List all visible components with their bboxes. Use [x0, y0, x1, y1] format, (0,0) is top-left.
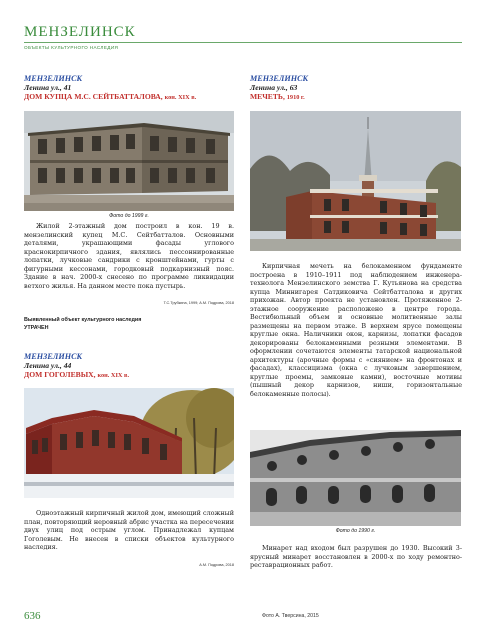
heritage-status — [24, 317, 234, 332]
entry-title: МЕЧЕТЬ, 1910 г. — [250, 92, 305, 101]
photo-credit: Т.С.Трубкина, 1999; А.М. Подрова, 2018 — [163, 301, 234, 305]
entry-gogolev-heading — [24, 352, 240, 379]
entry-city: МЕНЗЕЛИНСК — [250, 74, 309, 83]
entry-street: Ленина ул., 41 — [24, 83, 72, 92]
photo-caption: Фото до 1999 г. — [109, 213, 149, 219]
section-subtitle: ОБЪЕКТЫ КУЛЬТУРНОГО НАСЛЕДИЯ — [24, 45, 119, 50]
photo-caption: Фото до 1990 г. — [335, 528, 376, 534]
header-divider — [24, 42, 462, 43]
heritage-status-label: Выявленный объект культурного наследия — [24, 317, 142, 323]
photo-mosque-historic — [250, 430, 461, 526]
heritage-status-value: УТРАЧЕН — [24, 324, 49, 331]
entry-street: Ленина ул., 44 — [24, 361, 72, 370]
photo-mosque — [250, 111, 461, 251]
entry-description: Жилой 2-этажный дом построил в кон. 19 в. мензелинский купец М.С. Сейтбатталов. Основными деталями, украшающими фасады углового краснокирпичного здания, являлись пессоннированные лопатки, лучковые сандрики с кронштейнами, гурты с фигурными кессонами, городковый подкарнизный пояс. Здание в нач. 2000-х снесено по программе ликвидации ветхого жилья. На данном месте пока пустырь. — [24, 222, 234, 290]
entry-description: Кирпичная мечеть на белокаменном фундаменте построена в 1910–1911 под наблюдением инженера-технолога Мензелинского земства Г. Кутьянова на средства купца Миннигарея Сатдиковича Сейтбатталова и других прихожан. Автор проекта не установлен. Протяженное 2-этажное сооружение расположено в центре города. Вестибюльный объем и основные молитвенные залы размещены на первом этаже. В верхнем ярусе помещены круглые окна. Наличники окон, карнизы, лопатки фасадов декорированы белокаменными резными элементами. В оформлении сочетаются элементы татарской национальной архитектуры (арочные формы с «сиянием» на фронтонах и фасадах), классицизма (окна с лучковым завершением, круглые проемы, замковые камни), восточные мотивы (пышный декор карнизов, ниши, горизонтальные белокаменные полосы). — [250, 262, 462, 398]
photo-seitbattalov-house — [24, 111, 234, 211]
photo-credit: А.М. Подрова, 2018 — [199, 563, 234, 567]
entry-street: Ленина ул., 63 — [250, 83, 298, 92]
page-number: 636 — [24, 610, 41, 622]
entry-title: ДОМ КУПЦА М.С. СЕЙТБАТТАЛОВА, кон. XIX в. — [24, 92, 197, 101]
footer-photo-credit: Фото А. Тверсина, 2015 — [262, 613, 319, 619]
entry-mosque-heading — [250, 74, 466, 101]
entry-title: ДОМ ГОГОЛЕВЫХ, кон. XIX в. — [24, 370, 130, 379]
section-title: МЕНЗЕЛИНСК — [24, 24, 136, 40]
entry-description-minaret: Минарет над входом был разрушен до 1930. Высокий 3-ярусный минарет восстановлен в 2000-х по ходу ремонтно-реставрационных работ. — [250, 544, 462, 569]
entry-seitbattalov-heading — [24, 74, 240, 101]
entry-description: Одноэтажный кирпичный жилой дом, имеющий сложный план, повторяющий неровный абрис участка на пересечении двух улиц под острым углом. Принадлежал купцам Гоголевым. Не внесен в списки объектов культурного наследия. — [24, 509, 234, 551]
entry-city: МЕНЗЕЛИНСК — [24, 352, 83, 361]
entry-city: МЕНЗЕЛИНСК — [24, 74, 83, 83]
photo-gogolev-house — [24, 388, 234, 498]
